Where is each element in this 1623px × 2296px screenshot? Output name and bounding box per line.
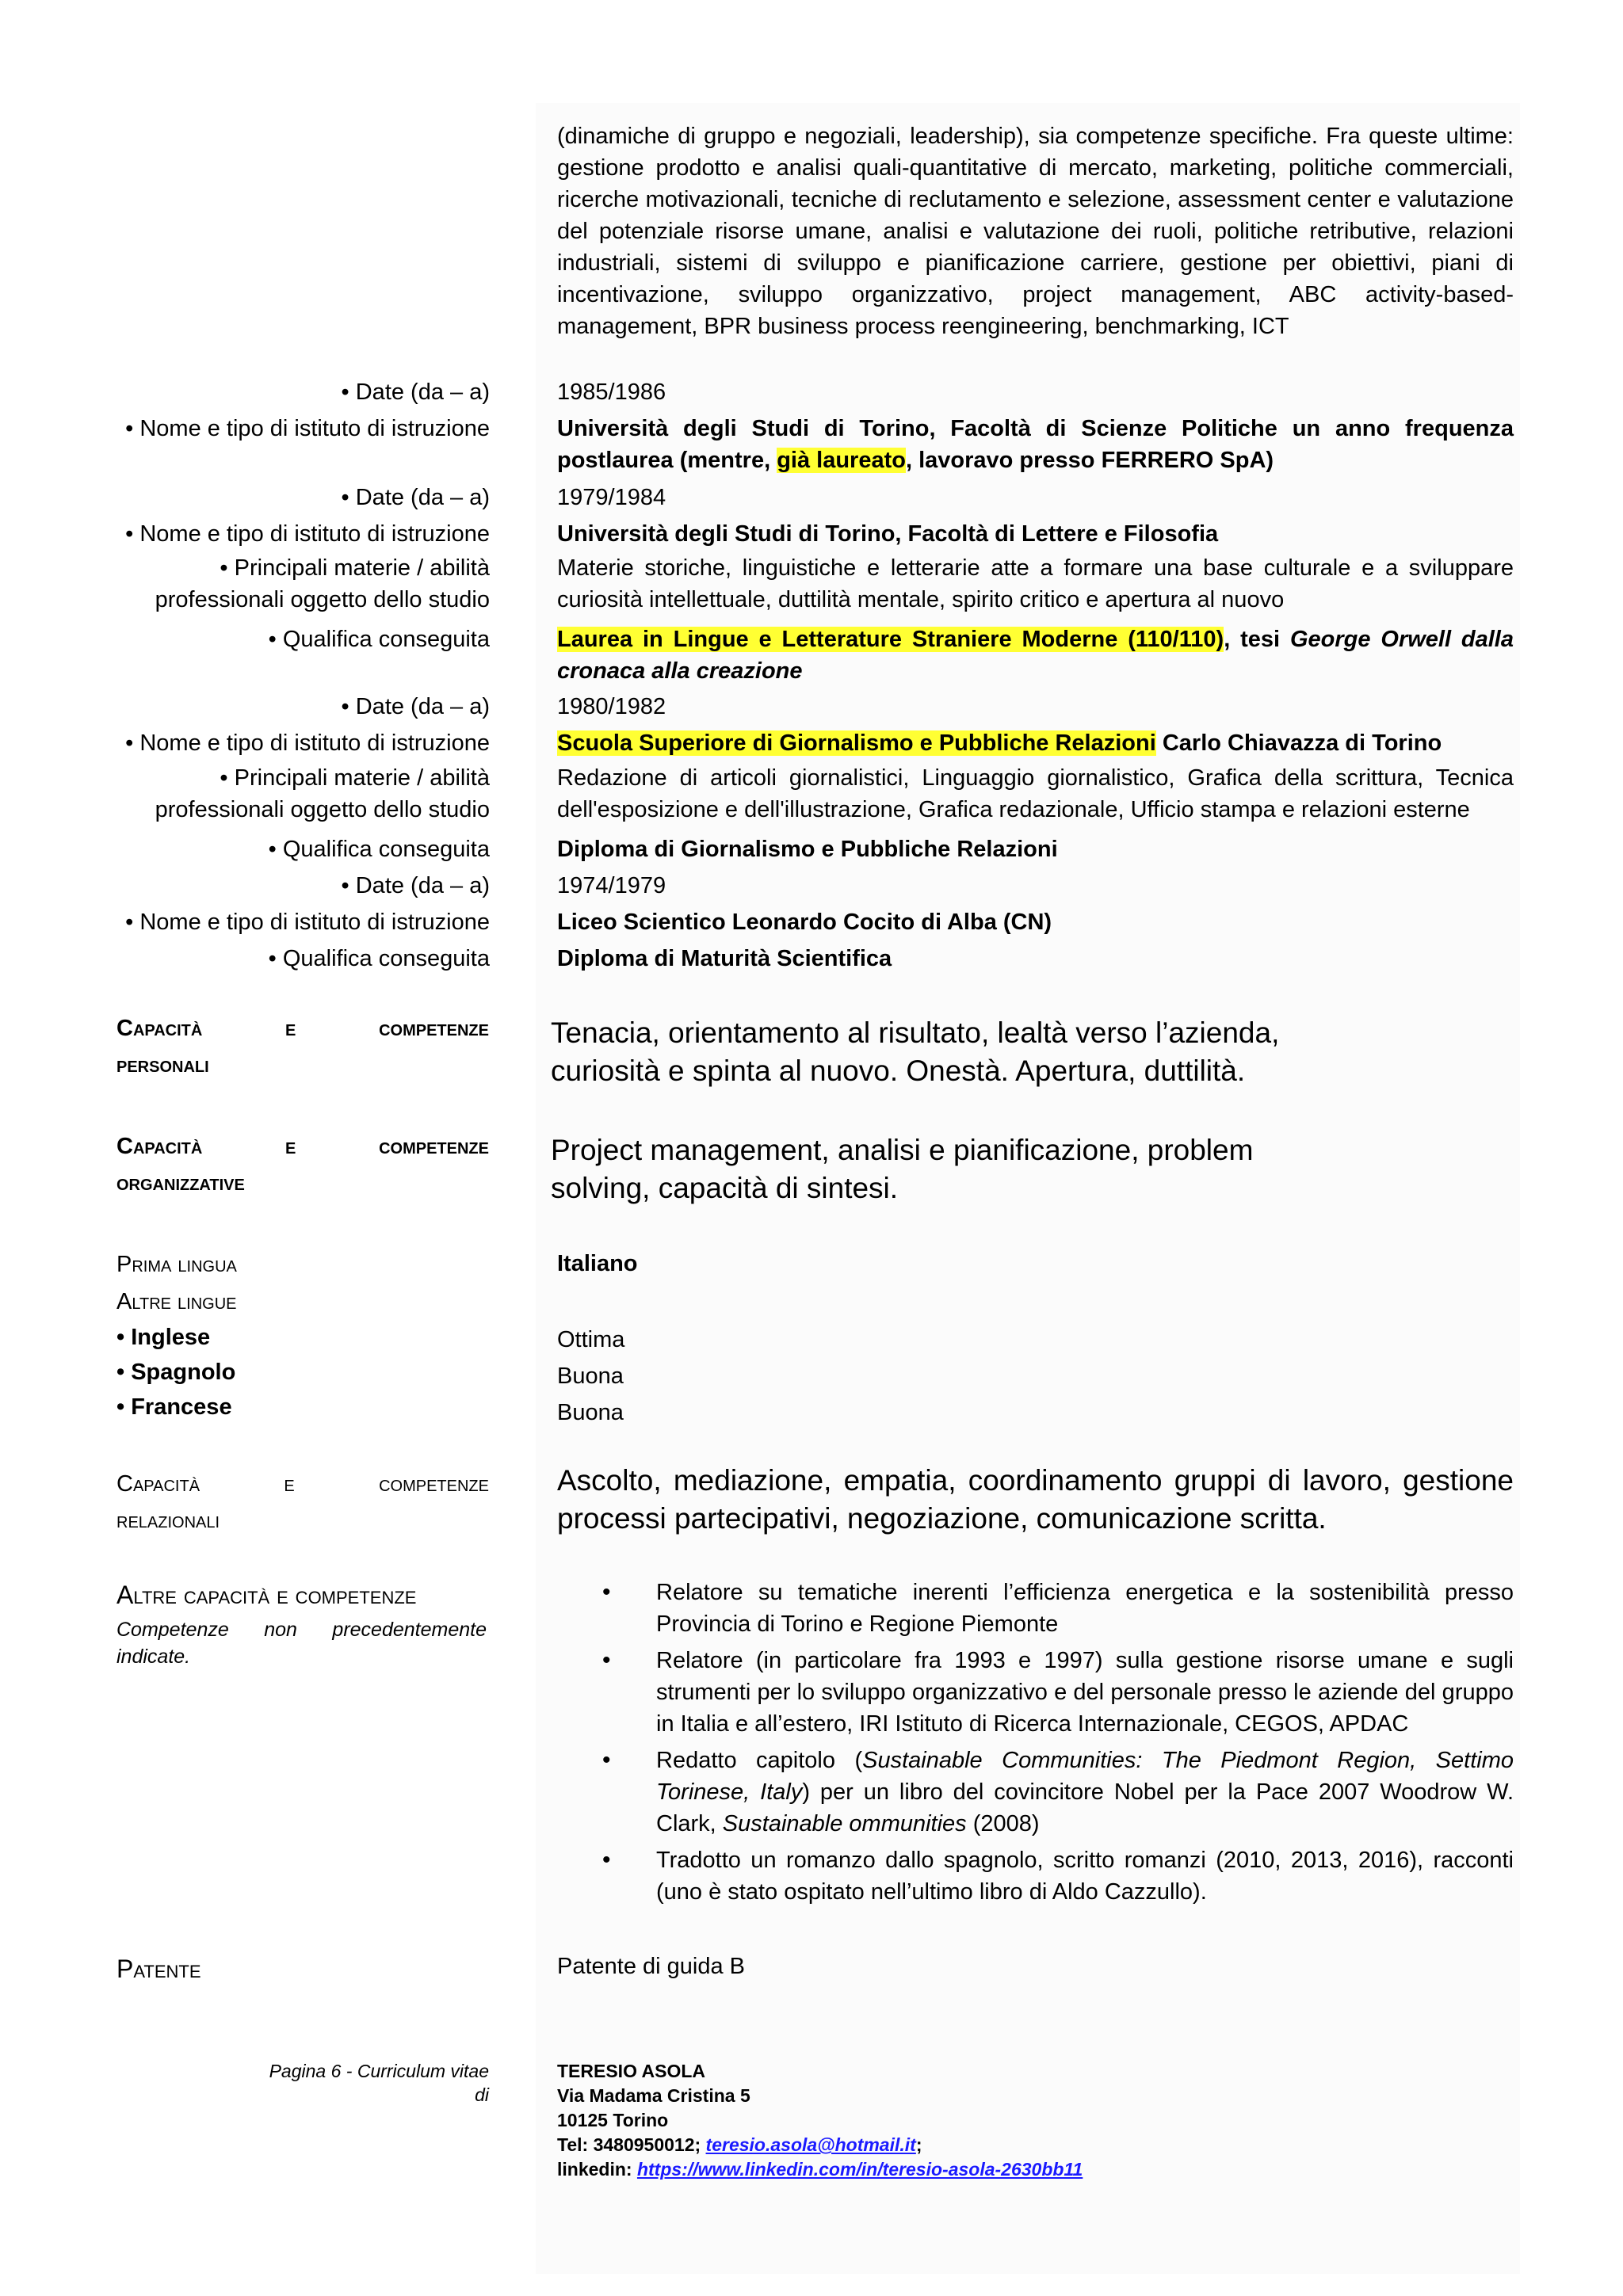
email-link[interactable]: teresio.asola@hotmail.it (705, 2134, 916, 2155)
label-date: • Date (da – a) (341, 694, 490, 719)
linkedin-link[interactable]: https://www.linkedin.com/in/teresio-asola-2630bb11 (636, 2159, 1083, 2180)
cap-word: Capacità (116, 1016, 203, 1041)
footer-tel-line (557, 2133, 1083, 2157)
b3-italic-2: Sustainable ommunities (722, 1811, 967, 1836)
rel-text: Ascolto, mediazione, empatia, coordinamento gruppi di lavoro, gestione processi partecipativi, negoziazione, comunicazione scritta. (557, 1464, 1514, 1535)
section-rel-title (116, 1466, 489, 1539)
language-list (116, 1320, 489, 1425)
label-date: • Date (da – a) (341, 873, 490, 898)
e-word: e (285, 1016, 296, 1041)
language-name: • Inglese (116, 1325, 211, 1350)
list-item: • Relatore su tematiche inerenti l’efficienza energetica e la sostenibilità presso Provincia di Torino e Regione Piemonte (602, 1577, 1514, 1640)
edu3-institute-highlight: Scuola Superiore di Giornalismo e Pubbliche Relazioni (557, 730, 1156, 756)
organizzative-word: organizzative (116, 1170, 245, 1196)
language-name: • Francese (116, 1394, 232, 1420)
language-levels (557, 1322, 1514, 1431)
language-level: Buona (557, 1363, 624, 1389)
list-item: • Tradotto un romanzo dallo spagnolo, scritto romanzi (2010, 2013, 2016), racconti (uno è stato ospitato nell’ultimo libro di Aldo Cazzullo). (602, 1844, 1514, 1908)
comp-word: competenze (379, 1471, 489, 1497)
label-subjects-line1: • Principali materie / abilità (220, 555, 490, 581)
b3-text-b: ) per un libro del covincitore Nobel per la Pace 2007 Woodrow W. Clark, (656, 1779, 1514, 1836)
edu3-date: 1980/1982 (557, 694, 666, 719)
label-subjects (155, 762, 490, 826)
label-subjects-line2: professionali oggetto dello studio (155, 797, 490, 822)
label-qualification: • Qualifica conseguita (268, 837, 490, 862)
footer-address: Via Madama Cristina 5 (557, 2085, 750, 2106)
personal-text: Tenacia, orientamento al risultato, lealtà verso l’azienda, curiosità e spinta al nuovo. Onestà. Apertura, duttilità. (551, 1016, 1280, 1087)
linkedin-label: linkedin: (557, 2159, 637, 2180)
label-qualification: • Qualifica conseguita (268, 627, 490, 652)
other-skills-list (602, 1577, 1514, 1913)
label-institute: • Nome e tipo di istituto di istruzione (125, 521, 490, 547)
list-item: • Relatore (in particolare fra 1993 e 1997) sulla gestione risorse umane e sugli strumenti per lo sviluppo organizzativo e del personale presso le aziende del gruppo in Italia e all’estero, IRI Istituto di Ricerca Internazionale, CEGOS, APDAC (602, 1645, 1514, 1740)
comp-word: competenze (379, 1016, 489, 1041)
edu4-date: 1974/1979 (557, 873, 666, 898)
edu1-highlight: già laureato (777, 448, 906, 473)
edu4-qualification: Diploma di Maturità Scientifica (557, 946, 892, 971)
intro-paragraph: (dinamiche di gruppo e negoziali, leadership), sia competenze specifiche. Fra queste ultime: gestione prodotto e analisi quali-quantitative di mercato, marketing, politiche commerciali, ricerche motivazionali, tecniche di reclutamento e selezione, assessment center e valutazione del potenziale risorse umane, analisi e valutazione dei ruoli, politiche retributive, relazioni industriali, sistemi di sviluppo e pianificazione carriere, gestione per obiettivi, piani di incentivazione, sviluppo organizzativo, project management, ABC activity-based-management, BPR business process reengineering, benchmarking, ICT (557, 124, 1514, 339)
section-personal-title (116, 1010, 489, 1083)
footer-linkedin-line (557, 2157, 1083, 2182)
edu3-qualification: Diploma di Giornalismo e Pubbliche Relazioni (557, 837, 1058, 862)
language-level: Buona (557, 1400, 624, 1425)
first-language-value: Italiano (557, 1251, 638, 1276)
edu2-qual-mid: , tesi (1224, 627, 1290, 652)
edu2-subjects: Materie storiche, linguistiche e letterarie atte a formare una base culturale e a sviluppare curiosità intellettuale, duttilità mentale, spirito critico e apertura al nuovo (557, 555, 1514, 612)
label-subjects-line2: professionali oggetto dello studio (155, 587, 490, 612)
e-word: e (284, 1471, 295, 1497)
edu2-qual-italic: George Orwell dalla cronaca alla creazione (557, 627, 1514, 684)
label-date: • Date (da – a) (341, 379, 490, 405)
comp-word: competenze (379, 1134, 489, 1159)
label-subjects-line1: • Principali materie / abilità (220, 765, 490, 791)
edu1-institute-text: Università degli Studi di Torino, Facoltà di Scienze Politiche un anno frequenza postlaurea (mentre, (557, 416, 1514, 473)
b3-text-a: Redatto capitolo ( (656, 1748, 863, 1773)
edu2-qual-highlight: Laurea in Lingue e Letterature Straniere Moderne (110/110) (557, 627, 1224, 652)
b3-italic-1: Sustainable Communities: The Piedmont Region, Settimo Torinese, Italy (656, 1748, 1514, 1805)
e-word: e (285, 1134, 296, 1159)
first-language-label: Prima lingua (116, 1252, 237, 1277)
org-text: Project management, analisi e pianificazione, problem solving, capacità di sintesi. (551, 1134, 1254, 1204)
edu4-institute: Liceo Scientico Leonardo Cocito di Alba (CN) (557, 910, 1052, 935)
cap-word: Capacità (116, 1471, 200, 1497)
footer-page-label: Pagina 6 - Curriculum vitae di (269, 2061, 489, 2105)
other-languages-label: Altre lingue (116, 1289, 237, 1314)
label-institute: • Nome e tipo di istituto di istruzione (125, 910, 490, 935)
edu2-date: 1979/1984 (557, 485, 666, 510)
other-skills-title: Altre capacità e competenze (116, 1581, 417, 1609)
cap-word: Capacità (116, 1134, 203, 1159)
edu3-institute (557, 727, 1514, 759)
label-institute: • Nome e tipo di istituto di istruzione (125, 730, 490, 756)
edu3-institute-end: Carlo Chiavazza di Torino (1155, 730, 1442, 756)
section-org-title (116, 1128, 489, 1201)
footer-tel-end: ; (915, 2134, 922, 2155)
footer-name: TERESIO ASOLA (557, 2061, 705, 2081)
edu1-date: 1985/1986 (557, 379, 666, 405)
edu1-institute (557, 413, 1514, 476)
footer-city: 10125 Torino (557, 2110, 669, 2130)
edu3-subjects: Redazione di articoli giornalistici, Linguaggio giornalistico, Grafica della scrittura, Tecnica dell'esposizione e dell'illustrazione, Grafica redazionale, Ufficio stampa e relazioni esterne (557, 765, 1514, 822)
label-date: • Date (da – a) (341, 485, 490, 510)
license-title: Patente (116, 1955, 201, 1983)
label-subjects (155, 552, 490, 616)
other-skills-subtitle: Competenze non precedentemente indicate. (116, 1619, 487, 1668)
footer-contact (557, 2059, 1083, 2182)
footer-tel: Tel: 3480950012; (557, 2134, 706, 2155)
edu1-institute-end: , lavoravo presso FERRERO SpA) (905, 448, 1274, 473)
label-qualification: • Qualifica conseguita (268, 946, 490, 971)
personali-word: personali (116, 1052, 209, 1077)
label-institute: • Nome e tipo di istituto di istruzione (125, 416, 490, 441)
edu2-institute: Università degli Studi di Torino, Facoltà di Lettere e Filosofia (557, 521, 1219, 547)
language-level: Ottima (557, 1327, 625, 1352)
language-name: • Spagnolo (116, 1360, 236, 1385)
list-item (602, 1745, 1514, 1840)
b3-text-c: (2008) (966, 1811, 1040, 1836)
license-value: Patente di guida B (557, 1954, 746, 1979)
relazionali-word: relazionali (116, 1508, 220, 1533)
edu2-qualification (557, 624, 1514, 687)
